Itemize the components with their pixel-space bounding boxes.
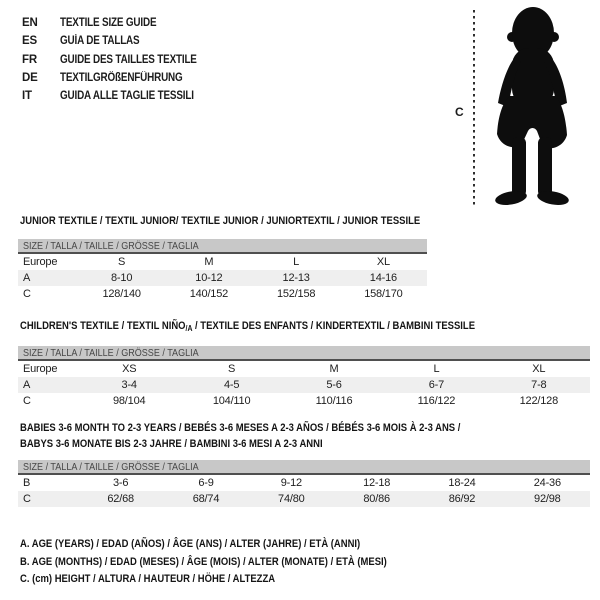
- children-size-table: [18, 346, 590, 409]
- row-label: C: [23, 288, 31, 300]
- language-row-it: [22, 87, 219, 105]
- title-subscript: /A: [185, 324, 193, 333]
- size-cell: S: [228, 363, 236, 375]
- language-row-en: [22, 14, 219, 32]
- height-measure-label: C: [455, 105, 464, 119]
- children-section-title-text: [20, 320, 475, 333]
- table-row-height: [18, 491, 590, 507]
- babies-title-line1: BABIES 3-6 MONTH TO 2-3 YEARS / BEBÉS 3-6 MESES A 2-3 AÑOS / BÉBÉS 3-6 MOIS À 2-3 ANS /: [20, 422, 461, 434]
- language-title: GUIDA ALLE TAGLIE TESSILI: [60, 90, 194, 103]
- table-row-europe: [18, 361, 590, 377]
- age-cell: 24-36: [533, 477, 561, 489]
- size-cell: XS: [122, 363, 137, 375]
- age-cell: 3-6: [113, 477, 129, 489]
- height-cell: 62/68: [107, 493, 134, 505]
- table-header-bar: [18, 346, 590, 361]
- table-row-height: [18, 393, 590, 409]
- measurement-legend: [20, 536, 447, 589]
- table-row-age-months: [18, 475, 590, 491]
- size-cell: L: [293, 256, 300, 268]
- row-label: Europe: [23, 363, 58, 375]
- row-label: Europe: [23, 256, 58, 268]
- age-cell: 10-12: [195, 272, 223, 284]
- row-label: C: [23, 395, 31, 407]
- language-row-fr: [22, 51, 219, 69]
- table-row-europe: [18, 254, 427, 270]
- language-title: GUIDE DES TAILLES TEXTILE: [60, 53, 197, 66]
- language-row-es: [22, 32, 219, 50]
- size-cell: M: [204, 256, 214, 268]
- age-cell: 7-8: [531, 379, 547, 391]
- language-code: ES: [22, 35, 37, 48]
- height-cell: 68/74: [192, 493, 220, 505]
- height-cell: 74/80: [278, 493, 305, 505]
- title-part: CHILDREN'S TEXTILE / TEXTIL NIÑO: [20, 320, 186, 332]
- junior-section-title-text: JUNIOR TEXTILE / TEXTIL JUNIOR/ TEXTILE JUNIOR / JUNIORTEXTIL / JUNIOR TESSILE: [20, 215, 421, 227]
- language-code: EN: [22, 17, 38, 30]
- table-header-bar: [18, 239, 427, 254]
- legend-line-a: A. AGE (YEARS) / EDAD (AÑOS) / ÂGE (ANS) / ALTER (JAHRE) / ETÀ (ANNI): [20, 538, 361, 550]
- size-cell: L: [433, 363, 440, 375]
- language-title-list: [22, 14, 219, 105]
- row-label: C: [23, 493, 31, 505]
- size-cell: XL: [376, 256, 390, 268]
- age-cell: 9-12: [280, 477, 302, 489]
- height-cell: 116/122: [417, 395, 456, 407]
- height-cell: 104/110: [212, 395, 251, 407]
- age-cell: 12-13: [282, 272, 310, 284]
- table-row-age: [18, 377, 590, 393]
- height-cell: 122/128: [519, 395, 559, 407]
- babies-title-line2: BABYS 3-6 MONATE BIS 2-3 JAHRE / BAMBINI 3-6 MESI A 2-3 ANNI: [20, 438, 323, 451]
- table-header-label: SIZE / TALLA / TAILLE / GRÖSSE / TAGLIA: [23, 347, 199, 359]
- babies-size-table: [18, 460, 590, 507]
- junior-section-title: [20, 215, 485, 227]
- language-title: TEXTILE SIZE GUIDE: [60, 17, 157, 30]
- size-cell: XL: [532, 363, 546, 375]
- children-section-title: [20, 320, 549, 333]
- baby-silhouette: [482, 4, 582, 209]
- language-code: FR: [22, 53, 37, 66]
- age-cell: 3-4: [121, 379, 137, 391]
- legend-line-b: B. AGE (MONTHS) / EDAD (MESES) / ÂGE (MOIS) / ALTER (MONATE) / ETÀ (MESI): [20, 555, 387, 568]
- language-row-de: [22, 69, 219, 87]
- language-code: IT: [22, 90, 32, 103]
- row-label: A: [23, 379, 31, 391]
- table-header-label: SIZE / TALLA / TAILLE / GRÖSSE / TAGLIA: [23, 461, 199, 473]
- height-cell: 98/104: [112, 395, 146, 407]
- table-row-age: [18, 270, 427, 286]
- legend-line-c: C. (cm) HEIGHT / ALTURA / HAUTEUR / HÖHE / ALTEZZA: [20, 573, 276, 586]
- age-cell: 4-5: [223, 379, 240, 391]
- height-cell: 92/98: [534, 493, 561, 505]
- language-code: DE: [22, 72, 38, 85]
- age-cell: 18-24: [448, 477, 476, 489]
- height-cell: 80/86: [363, 493, 390, 505]
- height-cell: 152/158: [276, 288, 316, 300]
- height-cell: 140/152: [189, 288, 229, 300]
- height-cell: 128/140: [102, 288, 141, 300]
- age-cell: 12-18: [363, 477, 391, 489]
- language-title: TEXTILGRÖßENFÜHRUNG: [60, 72, 183, 85]
- size-cell: M: [329, 363, 339, 375]
- babies-section-title: [20, 420, 532, 453]
- row-label: A: [23, 272, 31, 284]
- height-cell: 86/92: [448, 493, 476, 505]
- table-header-label: SIZE / TALLA / TAILLE / GRÖSSE / TAGLIA: [23, 240, 199, 252]
- height-dashed-line: [473, 10, 475, 207]
- age-cell: 14-16: [369, 272, 397, 284]
- title-part: / TEXTILE DES ENFANTS / KINDERTEXTIL / BAMBINI TESSILE: [192, 320, 476, 332]
- age-cell: 8-10: [111, 272, 133, 284]
- table-row-height: [18, 286, 427, 302]
- height-cell: 110/116: [315, 395, 353, 407]
- row-label: B: [23, 477, 31, 489]
- language-title: GUÍA DE TALLAS: [60, 35, 140, 48]
- height-cell: 158/170: [364, 288, 403, 300]
- age-cell: 6-9: [198, 477, 214, 489]
- size-cell: S: [118, 256, 126, 268]
- junior-size-table: [18, 239, 427, 302]
- age-cell: 5-6: [326, 379, 342, 391]
- age-cell: 6-7: [428, 379, 445, 391]
- table-header-bar: [18, 460, 590, 475]
